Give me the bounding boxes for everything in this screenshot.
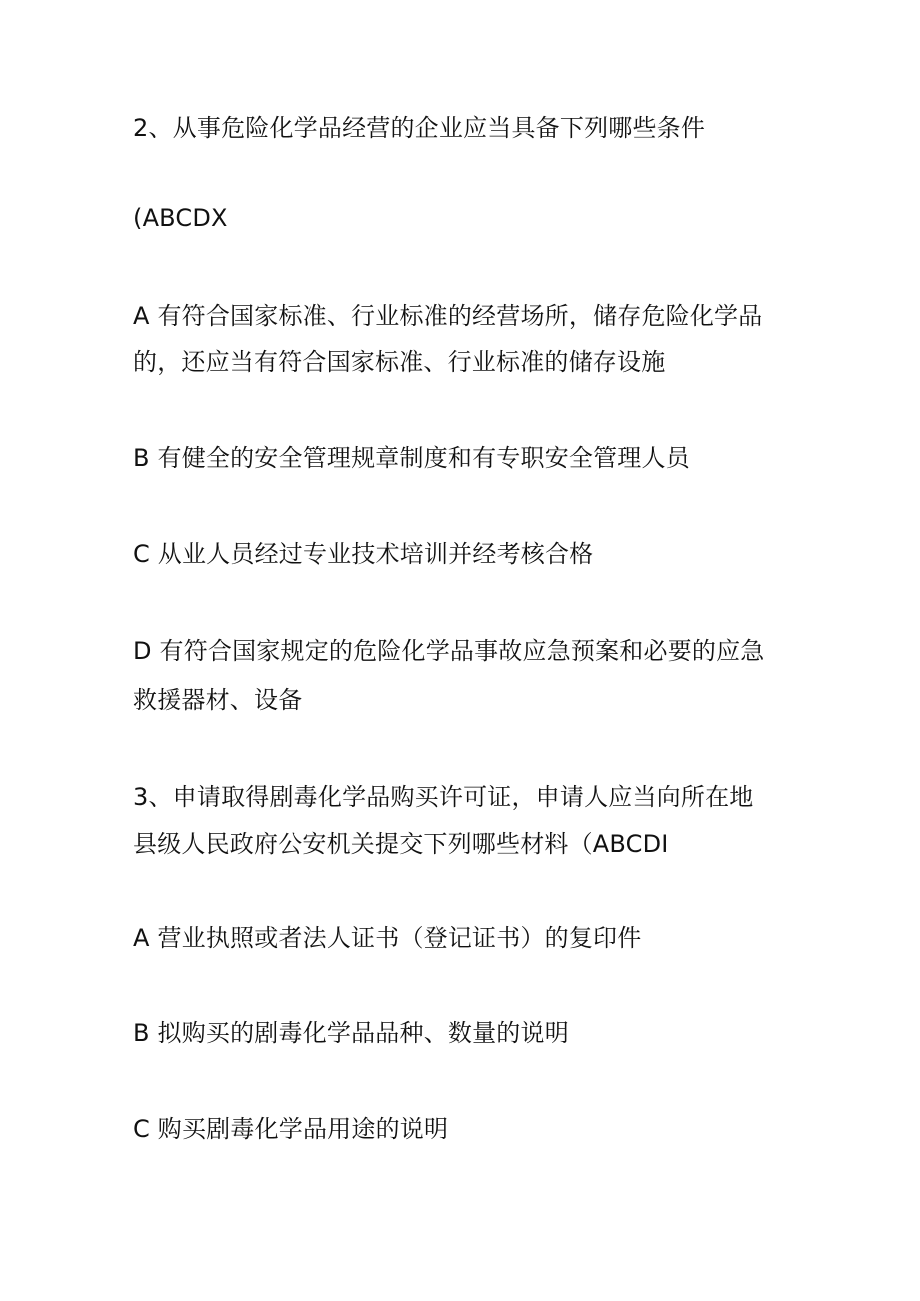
question-3-stem-line-1: 3、申请取得剧毒化学品购买许可证，申请人应当向所在地 — [133, 783, 754, 811]
question-2-option-b: B 有健全的安全管理规章制度和有专职安全管理人员 — [133, 444, 690, 472]
question-2-option-a-line-1: A 有符合国家标准、行业标准的经营场所，储存危险化学品 — [133, 302, 763, 330]
question-3-option-b: B 拟购买的剧毒化学品品种、数量的说明 — [133, 1019, 569, 1047]
question-2-option-d-line-1: D 有符合国家规定的危险化学品事故应急预案和必要的应急 — [133, 637, 765, 665]
question-3-option-c: C 购买剧毒化学品用途的说明 — [133, 1115, 449, 1143]
question-2-option-c: C 从业人员经过专业技术培训并经考核合格 — [133, 540, 594, 568]
question-2-answer-key: (ABCDX — [133, 204, 228, 232]
question-2-option-d-line-2: 救援器材、设备 — [133, 686, 303, 714]
question-2-option-a-line-2: 的，还应当有符合国家标准、行业标准的储存设施 — [133, 348, 666, 376]
question-3-option-a: A 营业执照或者法人证书（登记证书）的复印件 — [133, 924, 642, 952]
question-3-stem-line-2: 县级人民政府公安机关提交下列哪些材料（ABCDI — [133, 830, 669, 858]
question-2-stem-line-1: 2、从事危险化学品经营的企业应当具备下列哪些条件 — [133, 114, 706, 142]
